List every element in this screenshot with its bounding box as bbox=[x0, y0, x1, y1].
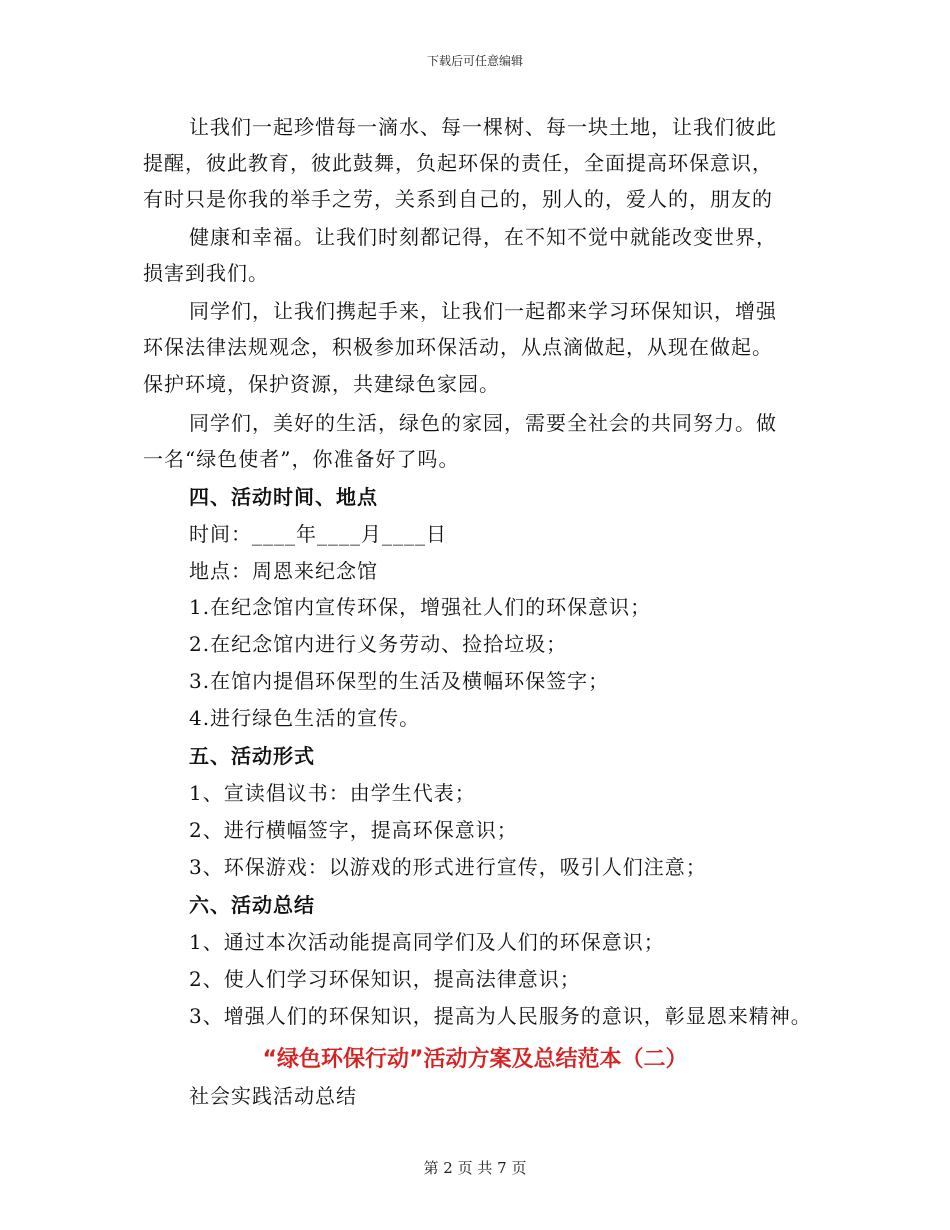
paragraph-line: 保护环境，保护资源，共建绿色家园。 bbox=[143, 372, 500, 396]
paragraph-line: 损害到我们。 bbox=[143, 261, 269, 285]
list-item: 3.在馆内提倡环保型的生活及横幅环保签字； bbox=[189, 669, 610, 693]
paragraph-line: 一名“绿色使者”，你准备好了吗。 bbox=[143, 447, 460, 471]
list-item: 2、进行横幅签字，提高环保意识； bbox=[189, 818, 518, 842]
section-heading: 四、活动时间、地点 bbox=[189, 485, 378, 509]
time-line: 时间：____年____月____日 bbox=[189, 522, 447, 546]
paragraph-line: 同学们，让我们携起手来，让我们一起都来学习环保知识，增强 bbox=[189, 299, 777, 323]
list-item: 1、通过本次活动能提高同学们及人们的环保意识； bbox=[189, 930, 665, 954]
page-footer: 第 2 页 共 7 页 bbox=[423, 1159, 527, 1177]
paragraph-line: 环保法律法规观念，积极参加环保活动，从点滴做起，从现在做起。 bbox=[143, 335, 773, 359]
paragraph-line: 提醒，彼此教育，彼此鼓舞，负起环保的责任，全面提高环保意识， bbox=[143, 151, 773, 175]
section-heading: 六、活动总结 bbox=[189, 893, 315, 917]
paragraph-line: 让我们一起珍惜每一滴水、每一棵树、每一块土地，让我们彼此 bbox=[189, 115, 777, 139]
paragraph-line: 有时只是你我的举手之劳，关系到自己的，别人的，爱人的，朋友的 bbox=[143, 187, 773, 211]
document-title: “绿色环保行动”活动方案及总结范本（二） bbox=[262, 1047, 688, 1072]
list-item: 3、增强人们的环保知识，提高为人民服务的意识，彰显恩来精神。 bbox=[189, 1004, 812, 1028]
list-item: 2、使人们学习环保知识，提高法律意识； bbox=[189, 967, 581, 991]
section-heading: 五、活动形式 bbox=[189, 744, 315, 768]
paragraph-line: 健康和幸福。让我们时刻都记得，在不知不觉中就能改变世界， bbox=[189, 225, 777, 249]
list-item: 1.在纪念馆内宣传环保，增强社人们的环保意识； bbox=[189, 595, 652, 619]
subtitle-line: 社会实践活动总结 bbox=[189, 1084, 357, 1108]
list-item: 1、宣读倡议书：由学生代表； bbox=[189, 781, 476, 805]
paragraph-line: 同学们，美好的生活，绿色的家园，需要全社会的共同努力。做 bbox=[189, 411, 777, 435]
place-line: 地点：周恩来纪念馆 bbox=[189, 559, 378, 583]
list-item: 3、环保游戏：以游戏的形式进行宣传，吸引人们注意； bbox=[189, 855, 707, 879]
page-header: 下载后可任意编辑 bbox=[426, 54, 523, 68]
list-item: 2.在纪念馆内进行义务劳动、捡拾垃圾； bbox=[189, 632, 568, 656]
list-item: 4.进行绿色生活的宣传。 bbox=[189, 706, 421, 730]
